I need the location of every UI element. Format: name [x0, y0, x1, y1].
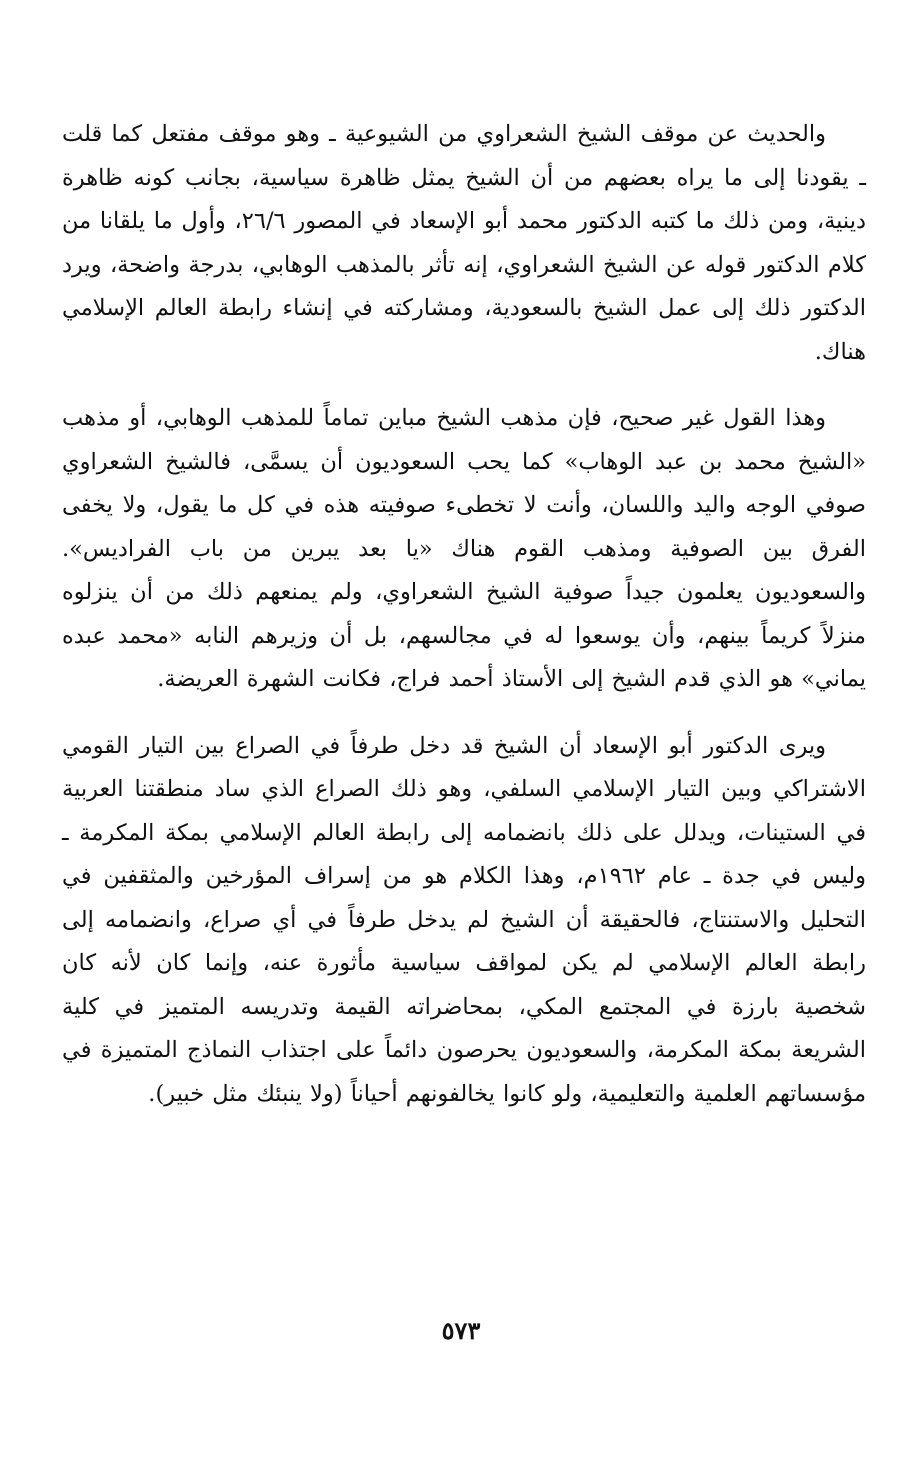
- paragraph-1: والحديث عن موقف الشيخ الشعراوي من الشيوعية ـ وهو موقف مفتعل كما قلت ـ يقودنا إلى ما يراه بعضهم من أن الشيخ يمثل ظاهرة سياسية، بجانب كونه ظاهرة دينية، ومن ذلك ما كتبه الدكتور محمد أبو الإسعاد في المصور ٢٦/٦، وأول ما يلقانا من كلام الدكتور قوله عن الشيخ الشعراوي، إنه تأثر بالمذهب الوهابي، بدرجة واضحة، ويرد الدكتور ذلك إلى عمل الشيخ بالسعودية، ومشاركته في إنشاء رابطة العالم الإسلامي هناك.: [62, 121, 867, 365]
- page-number: ٥٧٣: [441, 1316, 481, 1345]
- paragraph-2: وهذا القول غير صحيح، فإن مذهب الشيخ مباين تماماً للمذهب الوهابي، أو مذهب «الشيخ محمد بن عبد الوهاب» كما يحب السعوديون أن يسمَّى، فالشيخ الشعراوي صوفي الوجه واليد واللسان، وأنت لا تخطىء صوفيته هذه في كل ما يقول، ولا يخفى الفرق بين الصوفية ومذهب القوم هناك «يا بعد يبرين من باب الفراديس». والسعوديون يعلمون جيداً صوفية الشيخ الشعراوي، ولم يمنعهم ذلك من أن ينزلوه منزلاً كريماً بينهم، وأن يوسعوا له في مجالسهم، بل أن وزيرهم النابه «محمد عبده يماني» هو الذي قدم الشيخ إلى الأستاذ أحمد فراج، فكانت الشهرة العريضة.: [62, 405, 866, 692]
- body-text: [62, 113, 866, 1116]
- paragraph-3: ويرى الدكتور أبو الإسعاد أن الشيخ قد دخل طرفاً في الصراع بين التيار القومي الاشتراكي وبين التيار الإسلامي السلفي، وهو ذلك الصراع الذي ساد منطقتنا العربية في الستينات، ويدلل على ذلك بانضمامه إلى رابطة العالم الإسلامي بمكة المكرمة ـ وليس في جدة ـ عام ١٩٦٢م، وهذا الكلام هو من إسراف المؤرخين والمثقفين في التحليل والاستنتاج، فالحقيقة أن الشيخ لم يدخل طرفاً في أي صراع، وانضمامه إلى رابطة العالم الإسلامي لم يكن لمواقف سياسية مأثورة عنه، وإنما كان لأنه كان شخصية بارزة في المجتمع المكي، بمحاضراته القيمة وتدريسه المتميز في كلية الشريعة بمكة المكرمة، والسعوديون يحرصون دائماً على اجتذاب النماذج المتميزة في مؤسساتهم العلمية والتعليمية، ولو كانوا يخالفونهم أحياناً (ولا ينبئك مثل خبير).: [62, 732, 866, 1107]
